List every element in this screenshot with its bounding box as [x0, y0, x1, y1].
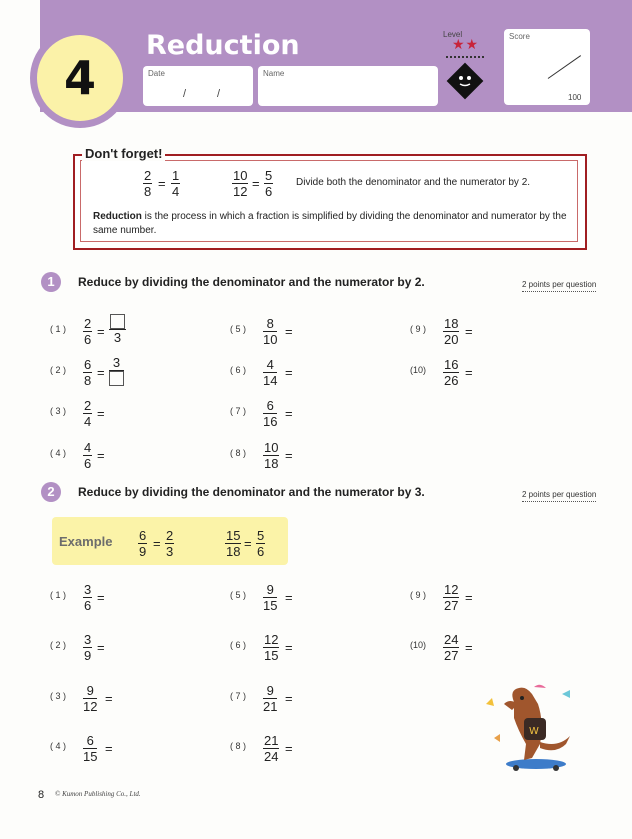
equals-sign: =: [97, 448, 105, 463]
score-max: 100: [568, 93, 582, 102]
equals-sign: =: [465, 324, 473, 339]
equals-sign: =: [285, 448, 293, 463]
equals-sign: =: [285, 691, 293, 706]
question-number: (10): [410, 365, 427, 375]
equals-sign: =: [285, 741, 293, 756]
date-label: Date: [148, 69, 165, 78]
question-number: ( 7 ): [230, 691, 247, 701]
diamond-face-icon: [452, 70, 478, 92]
page-title: Reduction: [146, 30, 300, 61]
name-label: Name: [263, 69, 285, 78]
section-title: Reduce by dividing the denominator and the numerator by 3.: [78, 485, 425, 499]
question-fraction: $\frac{9}{15}$: [263, 582, 278, 613]
equals-sign: =: [285, 406, 293, 421]
name-field[interactable]: [258, 66, 438, 106]
score-label: Score: [509, 32, 530, 41]
equals-sign: =: [97, 640, 105, 655]
wolf-mascot-icon: [474, 682, 586, 774]
fraction: $\frac{6}{9}$: [139, 528, 147, 559]
question-number: ( 7 ): [230, 406, 247, 416]
reduction-definition: Reduction is the process in which a fraction is simplified by dividing the denominator and numerator by the same number.: [93, 211, 567, 236]
date-separator: /: [183, 88, 187, 100]
equals-sign: =: [465, 590, 473, 605]
points-note: 2 points per question: [522, 280, 596, 292]
question-fraction: $\frac{10}{18}$: [264, 440, 279, 471]
equals-sign: =: [285, 590, 293, 605]
question-fraction: $\frac{6}{8}$: [84, 357, 92, 388]
fraction: $\frac{15}{18}$: [226, 528, 241, 559]
question-number: (10): [410, 640, 427, 650]
equals-sign: =: [285, 365, 293, 380]
question-fraction: $\frac{2}{6}$: [84, 316, 92, 347]
equals-sign: =: [244, 536, 252, 551]
question-fraction: $\frac{12}{27}$: [444, 582, 459, 613]
fraction: $\frac{10}{12}$: [233, 168, 248, 199]
question-number: ( 6 ): [230, 640, 247, 650]
section-number-badge: 1: [41, 272, 61, 292]
unit-number: 4: [63, 51, 96, 105]
fraction: $\frac{5}{6}$: [257, 528, 265, 559]
date-separator: /: [217, 88, 221, 100]
question-number: ( 4 ): [50, 741, 67, 751]
question-fraction: $\frac{4}{6}$: [84, 440, 92, 471]
question-number: ( 5 ): [230, 590, 247, 600]
section-number-badge: 2: [41, 482, 61, 502]
equals-sign: =: [105, 741, 113, 756]
question-fraction: $\frac{3}{6}$: [84, 582, 92, 613]
question-number: ( 2 ): [50, 640, 67, 650]
equals-sign: =: [105, 691, 113, 706]
question-number: ( 1 ): [50, 590, 67, 600]
question-fraction: $\frac{3}{9}$: [84, 632, 92, 663]
question-fraction: $\frac{18}{20}$: [444, 316, 459, 347]
fraction: $\frac{2}{3}$: [166, 528, 174, 559]
equals-sign: =: [465, 640, 473, 655]
equals-sign: =: [465, 365, 473, 380]
equals-sign: =: [97, 590, 105, 605]
svg-text:W: W: [529, 726, 539, 737]
fraction: $\frac{2}{8}$: [144, 168, 152, 199]
question-number: ( 8 ): [230, 741, 247, 751]
fraction: $\frac{1}{4}$: [172, 168, 180, 199]
question-fraction: $\frac{9}{21}$: [263, 683, 278, 714]
question-fraction: $\frac{2}{4}$: [84, 398, 92, 429]
question-number: ( 9 ): [410, 590, 427, 600]
question-fraction: $\frac{4}{14}$: [263, 357, 278, 388]
question-fraction: $\frac{21}{24}$: [264, 733, 279, 764]
section-title: Reduce by dividing the denominator and the numerator by 2.: [78, 275, 425, 289]
question-fraction: $\frac{9}{12}$: [83, 683, 98, 714]
equals-sign: =: [97, 324, 105, 339]
partial-answer: 3: [109, 314, 126, 345]
question-fraction: $\frac{8}{10}$: [263, 316, 278, 347]
question-fraction: $\frac{6}{15}$: [83, 733, 98, 764]
equals-sign: =: [153, 536, 161, 551]
question-number: ( 2 ): [50, 365, 67, 375]
question-number: ( 8 ): [230, 448, 247, 458]
equals-sign: =: [97, 406, 105, 421]
equals-sign: =: [285, 640, 293, 655]
partial-answer: 3: [109, 355, 124, 386]
question-number: ( 4 ): [50, 448, 67, 458]
equals-sign: =: [285, 324, 293, 339]
dont-forget-note: Divide both the denominator and the numerator by 2.: [296, 177, 531, 188]
equals-sign: =: [252, 176, 260, 191]
dotted-divider: [446, 56, 484, 58]
fraction: $\frac{5}{6}$: [265, 168, 273, 199]
question-fraction: $\frac{12}{15}$: [264, 632, 279, 663]
question-fraction: $\frac{24}{27}$: [444, 632, 459, 663]
level-label: Level: [443, 30, 463, 39]
points-note: 2 points per question: [522, 490, 596, 502]
equals-sign: =: [158, 176, 166, 191]
question-number: ( 3 ): [50, 406, 67, 416]
question-number: ( 5 ): [230, 324, 247, 334]
question-fraction: $\frac{6}{16}$: [263, 398, 278, 429]
dont-forget-title: Don't forget!: [82, 146, 165, 161]
page-number: 8: [38, 789, 45, 801]
answer-blank[interactable]: [110, 314, 125, 329]
question-fraction: $\frac{16}{26}$: [444, 357, 459, 388]
equals-sign: =: [97, 365, 105, 380]
level-stars-icon: ★★: [452, 36, 480, 52]
answer-blank[interactable]: [109, 371, 124, 386]
question-number: ( 1 ): [50, 324, 67, 334]
question-number: ( 6 ): [230, 365, 247, 375]
question-number: ( 3 ): [50, 691, 67, 701]
question-number: ( 9 ): [410, 324, 427, 334]
example-label: Example: [59, 534, 113, 549]
copyright: © Kumon Publishing Co., Ltd.: [55, 790, 141, 798]
